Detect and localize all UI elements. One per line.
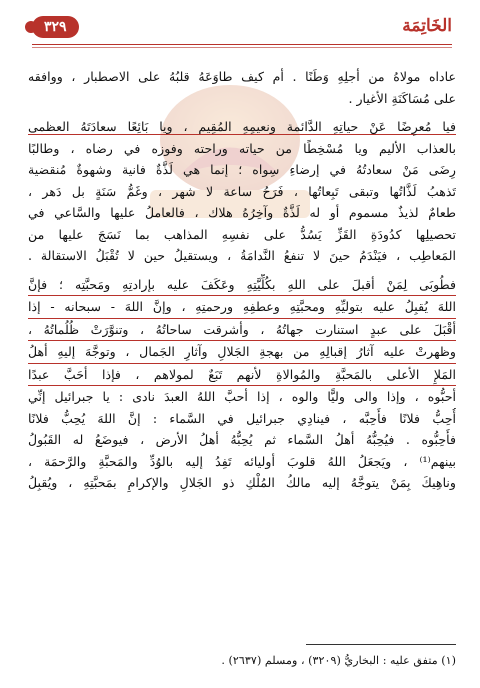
text-line: طعامٌ لذيذٌ مسموم أو له لَذَّةٌ وآخِرُهُ هلاك ، فالعاملُ عليها والسَّاعي في	[28, 205, 456, 220]
footnote-rule	[306, 644, 456, 645]
text-line: على مُسَاكَنَةِ الأغيار .	[348, 90, 456, 106]
text-line: رِضَى مَنْ سعادتُهُ في إرضاءِ سِواه ؛ إنما هي لَذَّةٌ فانية وشهوةٌ مُنقضية	[28, 162, 456, 177]
text-line: تَذهبُ لَذَّاتُها وتبقى تَبِعاتُها ، فَرَحُ ساعة لا شهر ، وغَمُّ سَنَةٍ بل دَهر ،	[28, 183, 456, 199]
header-rule-secondary	[32, 47, 452, 48]
underlined-line: وظهرتْ عليه آثارُ إقبالِهِ من بهجةِ الجَلالِ وآثارِ الجَمال ، وتوجَّهَ إليهِ أهلُ	[28, 341, 456, 364]
underlined-line: المَلإِ الأعلى بالمَحبَّةِ والمُوالاةِ لأنهم تَبَعٌ لمولاهم ، فإذا أحَبَّ عبدًا	[28, 364, 456, 387]
text-line: عاداه مولاهُ من أجلِهِ وَطَنًا . أم كيف طاوَعَهُ قلبُهُ على الاصطبار ، ووافقه	[28, 69, 456, 84]
page-header	[18, 14, 462, 44]
page-number-badge: ٣٢٩	[32, 16, 79, 38]
text-line: أحبُّوه ، وإذا والى وليًّا والوه ، إذا أحبَّ اللهُ العبدَ نادى : يا جبرائيل إنِّي	[28, 389, 456, 404]
paragraph-gap	[28, 109, 456, 116]
text-line: وناهِيكَ بِمَنْ يتوجَّهُ إليه مالكُ المُلْكِ ذو الجَلالِ والإكرامِ بمَحبَّتِهِ ، ويُقبِلُ	[28, 475, 456, 490]
body-text	[28, 66, 456, 494]
paragraph-gap	[28, 267, 456, 274]
highlighted-phrase: فيا مُعرِضًا عَنْ حياتِهِ الدَّائمة ونعيمِهِ المُقِيم ، ويا بَائِعًا سعادَتَهُ العظمى	[28, 119, 456, 134]
underlined-line: أقْبَلَ على عبدٍ استنارت جهاتُهُ ، وأشرقت ساحاتُهُ ، وتنوَّرَتْ ظُلُماتُهُ ،	[28, 319, 456, 342]
underlined-line: فطُوبَى لِمَنْ أقبلَ على اللهِ بكُلِّيَّتِهِ وعَكَفَ عليه بإرادتِهِ ومَحبَّتِه ؛ فإنَّ	[28, 274, 456, 297]
footnote: (١) متفق عليه : البخاريُّ (٣٢٠٩) ، ومسلم (٢٦٣٧) .	[221, 654, 456, 667]
text-line: المَعاطِب ، فيَنْدَمُ حينَ لا تنفعُ النَّدامَةُ ، ويستقيلُ حين لا تُقْبَلُ الاستقالة .	[28, 248, 456, 263]
header-rule	[32, 44, 452, 45]
text-line: فأَحِبُّوه . فيُحِبُّهُ أهلُ السَّماء ثم يُحِبُّهُ أهلُ الأرض ، فيوضَعُ له القَبُولُ	[28, 432, 456, 447]
text-line: بالعذاب الأليم ويا مُسْخِطًا من حياته وراحته وفوزه في رضاه ، وطالبًا	[28, 140, 456, 156]
chapter-title: الخَاتِمَة	[402, 16, 452, 36]
text-line: بينهم⁽¹⁾ ، ويَجعَلُ اللهُ قلوبَ أوليائه تَفِدُ إليه بالوُدِّ والمَحبَّةِ والرَّحمَة ،	[28, 453, 456, 469]
text-line	[28, 116, 456, 138]
underlined-line: اللهَ يُقبِلُ عليه بتوليِّهِ ومحبَّتِهِ وعطفِهِ ورحمتِهِ ، وإنَّ اللهَ - سبحانه - إذا	[28, 296, 456, 319]
text-line: تحصيلِها كدُودَةِ القَزِّ يَسُدُّ على نفسِهِ المذاهب بما نَسَجَ عليها من	[28, 226, 456, 242]
text-line: أُحِبُّ فلانًا فأَحِبَّه ، فينادِي جبرائيل في السَّماء : إنَّ اللهَ يُحِبُّ فلانًا	[28, 410, 456, 426]
